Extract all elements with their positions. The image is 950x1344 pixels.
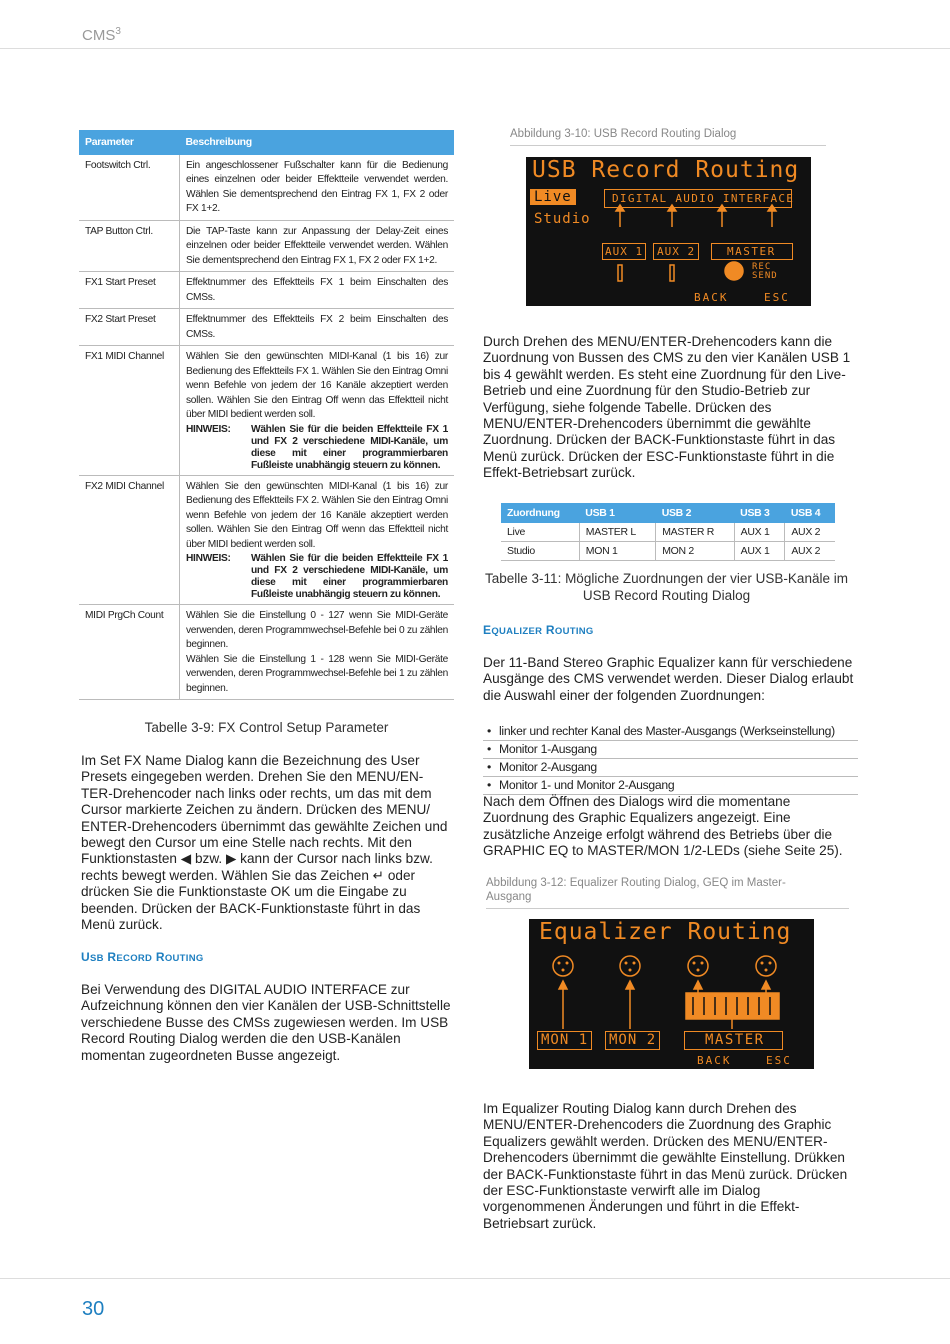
lcd-studio-option: Studio xyxy=(534,211,591,227)
param-name: FX1 Start Preset xyxy=(79,272,180,309)
lcd-dai-label: DIGITAL AUDIO INTERFACE xyxy=(612,192,795,205)
eq-operation-paragraph: Im Equalizer Routing Dialog kann durch Drehen des MENU/ENTER-Drehencoders die Zuordnung des Graphic Equalizers gewählt werden. Drücken des MENU/ENTER-Drehencoders übernimmt die gewählte Einstellung. Drükken der BACK-Funktionstaste führt in das Menü zurück. Drücken der ESC-Funktionstaste verwirft alle im Dialog vorgenommenen Änderungen und führt in die Effekt-Betriebsart zurück. xyxy=(483,1101,848,1231)
param-desc: Effektnummer des Effektteils FX 1 beim Einschalten des CMSs. xyxy=(180,272,455,309)
table-cell: Live xyxy=(501,523,579,542)
param-desc: Effektnummer des Effektteils FX 2 beim Einschalten des CMSs. xyxy=(180,309,455,346)
param-name: Footswitch Ctrl. xyxy=(79,155,180,221)
header-brand: CMS$^3$ xyxy=(82,26,121,44)
param-name: MIDI PrgCh Count xyxy=(79,605,180,700)
usb-assignment-table xyxy=(501,503,835,561)
figure-rule xyxy=(510,145,826,146)
figure-rule xyxy=(486,908,849,909)
usb-routing-description: Durch Drehen des MENU/ENTER-Drehencoders kann die Zuordnung von Bussen des CMS zu den vier Kanälen USB 1 bis 4 gewählt werden. Es steht eine Zuordnung für den Live-Betrieb und eine Zuordnung für den Studio-Betrieb zur Verfügung, siehe folgende Tabelle. Drücken des MENU/ENTER-Drehencoders übernimmt die gewählte Zuordnung. Drücken der BACK-Funktionstaste führt in das Menü zurück. Drücken der ESC-Funktionstaste führt in die Effekt-Betriebsart zurück. xyxy=(483,334,851,481)
hint-note xyxy=(186,553,448,601)
page-number: 30 xyxy=(82,1298,105,1320)
table-cell: Studio xyxy=(501,542,579,561)
eq-assignment-list xyxy=(483,723,858,795)
figure-caption-usb: Abbildung 3-10: USB Record Routing Dialog xyxy=(510,128,737,140)
list-item: • Monitor 1-Ausgang xyxy=(483,741,858,759)
eq-routing-intro: Der 11-Band Stereo Graphic Equalizer kann für verschiedene Ausgänge des CMS verwendet werden. Dieser Dialog erlaubt die Auswahl einer der folgenden Zuordnungen: xyxy=(483,655,854,703)
param-desc xyxy=(180,475,455,605)
lcd-back-softkey[interactable]: BACK xyxy=(694,291,729,304)
table-cell: MON 1 xyxy=(579,542,655,561)
table-row xyxy=(79,272,454,309)
eq-display-paragraph: Nach dem Öffnen des Dialogs wird die momentane Zuordnung des Graphic Equalizers angezeigt. Eine zusätzliche Anzeige erfolgt während des Betriebs über die GRAPHIC EQ to MASTER/MON 1/2-LEDs (siehe Seite 25). xyxy=(483,794,843,859)
lcd-esc-softkey[interactable]: ESC xyxy=(766,1054,792,1067)
lcd-master: MASTER xyxy=(727,245,776,258)
lcd-mon1: MON 1 xyxy=(541,1032,589,1048)
table-header: USB 4 xyxy=(785,503,835,523)
param-desc: Die TAP-Taste kann zur Anpassung der Delay-Zeit eines einzelnen oder beider Effektteile verwendet werden. Wählen Sie dementsprechend den Eintrag FX 1, FX 2 oder FX 1+2. xyxy=(180,220,455,272)
table-header-description: Beschreibung xyxy=(180,130,455,155)
table-row xyxy=(79,475,454,605)
param-desc xyxy=(180,346,455,476)
lcd-mon2: MON 2 xyxy=(609,1032,657,1048)
hint-note xyxy=(186,424,448,472)
table-header: USB 2 xyxy=(656,503,734,523)
hint-text: Wählen Sie für die beiden Effektteile FX 1 und FX 2 verschiedene MIDI-Kanäle, um diese mit einer programmierbaren Fußleiste unabhängig steuern zu können. xyxy=(251,423,448,471)
table-row xyxy=(501,542,835,561)
set-fx-name-paragraph: Im Set FX Name Dialog kann die Bezeichnung des User Presets eingegeben werden. Drehen Sie den MENU/EN-TER-Drehencoder nach links oder rechts, um das mit dem Cursor markierte Zeichen zu ändern. Drücken des MENU/ ENTER-Drehencoders übernimmt das gewählte Zeichen und bewegt den Cursor um eine Stelle nach rechts. Mit den Funktionstasten ◀ bzw. ▶ kann der Cursor nach links bzw. rechts bewegt werden. Wählen Sie das Zeichen ↵ oder drücken Sie die Funktionstaste OK um die Eingabe zu beenden. Drücken der BACK-Funktionstaste führt in das Menü zurück. xyxy=(81,753,448,933)
table-cell: MASTER L xyxy=(579,523,655,542)
table-row xyxy=(79,605,454,700)
param-name: FX2 MIDI Channel xyxy=(79,475,180,605)
table-header: USB 3 xyxy=(734,503,785,523)
section-heading-usb: USB RECORD ROUTING xyxy=(81,950,204,964)
equalizer-routing-screen xyxy=(529,919,814,1069)
table-cell: MON 2 xyxy=(656,542,734,561)
figure-caption-eq: Abbildung 3-12: Equalizer Routing Dialog, GEQ im Master-Ausgang xyxy=(486,877,786,903)
table-caption: Tabelle 3-9: FX Control Setup Parameter xyxy=(144,720,389,735)
table-header: USB 1 xyxy=(579,503,655,523)
table-cell: AUX 2 xyxy=(785,523,835,542)
param-desc-text: Wählen Sie den gewünschten MIDI-Kanal (1 bis 16) zur Bedienung des Effektteils FX 2. Wählen Sie den Eintrag Omni wenn Befehle von jedem der 16 Kanäle akzeptiert werden sollen. Wählen Sie den Eintrag Off wenn das Effektteil nicht über MIDI bedient werden soll. xyxy=(186,480,448,550)
param-desc-text: Wählen Sie den gewünschten MIDI-Kanal (1 bis 16) zur Bedienung des Effektteils FX 1. Wählen Sie den Eintrag Omni wenn Befehle von jedem der 16 Kanäle akzeptiert werden sollen. Wählen Sie den Eintrag Off wenn das Effektteil nicht über MIDI bedient werden soll. xyxy=(186,351,448,420)
list-item: • linker und rechter Kanal des Master-Ausgangs (Werkseinstellung) xyxy=(483,723,858,741)
param-name: FX2 Start Preset xyxy=(79,309,180,346)
table-cell: AUX 2 xyxy=(785,542,835,561)
table-row xyxy=(79,220,454,272)
lcd-rec-send: REC SEND xyxy=(752,262,778,281)
lcd-master: MASTER xyxy=(705,1032,765,1048)
hint-text: Wählen Sie für die beiden Effektteile FX 1 und FX 2 verschiedene MIDI-Kanäle, um diese mit einer programmierbaren Fußleiste unabhängig steuern zu können. xyxy=(251,553,448,600)
table-cell: AUX 1 xyxy=(734,523,785,542)
lcd-arrows xyxy=(526,157,811,306)
table-cell: AUX 1 xyxy=(734,542,785,561)
list-item: • Monitor 1- und Monitor 2-Ausgang xyxy=(483,777,858,795)
table-row xyxy=(79,309,454,346)
table-header-parameter: Parameter xyxy=(79,130,180,155)
hint-label: HINWEIS: xyxy=(186,423,231,435)
param-name: TAP Button Ctrl. xyxy=(79,220,180,272)
usb-table-caption: Tabelle 3-11: Mögliche Zuordnungen der vier USB-Kanäle im USB Record Routing Dialog xyxy=(485,571,848,603)
param-desc xyxy=(180,605,455,700)
hint-label: HINWEIS: xyxy=(186,553,231,564)
param-desc-text: Wählen Sie die Einstellung 0 - 127 wenn Sie MIDI-Geräte verwenden, deren Programmwechsel-Befehle bei 0 zu zählen beginnen. xyxy=(186,610,448,650)
table-row xyxy=(501,523,835,542)
header-divider xyxy=(0,48,950,49)
table-cell: MASTER R xyxy=(656,523,734,542)
section-heading-eq: EQUALIZER ROUTING xyxy=(483,623,594,637)
usb-routing-paragraph: Bei Verwendung des DIGITAL AUDIO INTERFACE zur Aufzeichnung können den vier Kanälen der USB-Schnittstelle verschiedene Busse des CMSs zugewiesen werden. Im USB Record Routing Dialog werden die den USB-Kanälen momentan zugeordneten Busse angezeigt. xyxy=(81,982,451,1063)
usb-record-routing-screen xyxy=(526,157,811,306)
param-desc-text-2: Wählen Sie die Einstellung 1 - 128 wenn Sie MIDI-Geräte verwenden, deren Programmwechsel-Befehle bei 1 zu zählen beginnen. xyxy=(186,653,448,694)
table-row xyxy=(79,155,454,221)
lcd-esc-softkey[interactable]: ESC xyxy=(764,291,790,304)
table-header: Zuordnung xyxy=(501,503,579,523)
lcd-aux2: AUX 2 xyxy=(657,245,696,258)
lcd-live-option: Live xyxy=(530,189,576,205)
list-item: • Monitor 2-Ausgang xyxy=(483,759,858,777)
param-name: FX1 MIDI Channel xyxy=(79,346,180,476)
table-row xyxy=(79,346,454,476)
footer-divider xyxy=(0,1278,950,1279)
lcd-aux1: AUX 1 xyxy=(605,245,644,258)
lcd-title: Equalizer Routing xyxy=(539,919,792,945)
param-desc: Ein angeschlossener Fußschalter kann für die Bedienung eines einzelnen oder beider Effektteile verwendet werden. Wählen Sie dementsprechend den Eintrag FX 1, FX 2 oder FX 1+2. xyxy=(180,155,455,221)
lcd-back-softkey[interactable]: BACK xyxy=(697,1054,732,1067)
fx-control-table xyxy=(79,130,454,700)
lcd-title: USB Record Routing xyxy=(532,157,800,183)
